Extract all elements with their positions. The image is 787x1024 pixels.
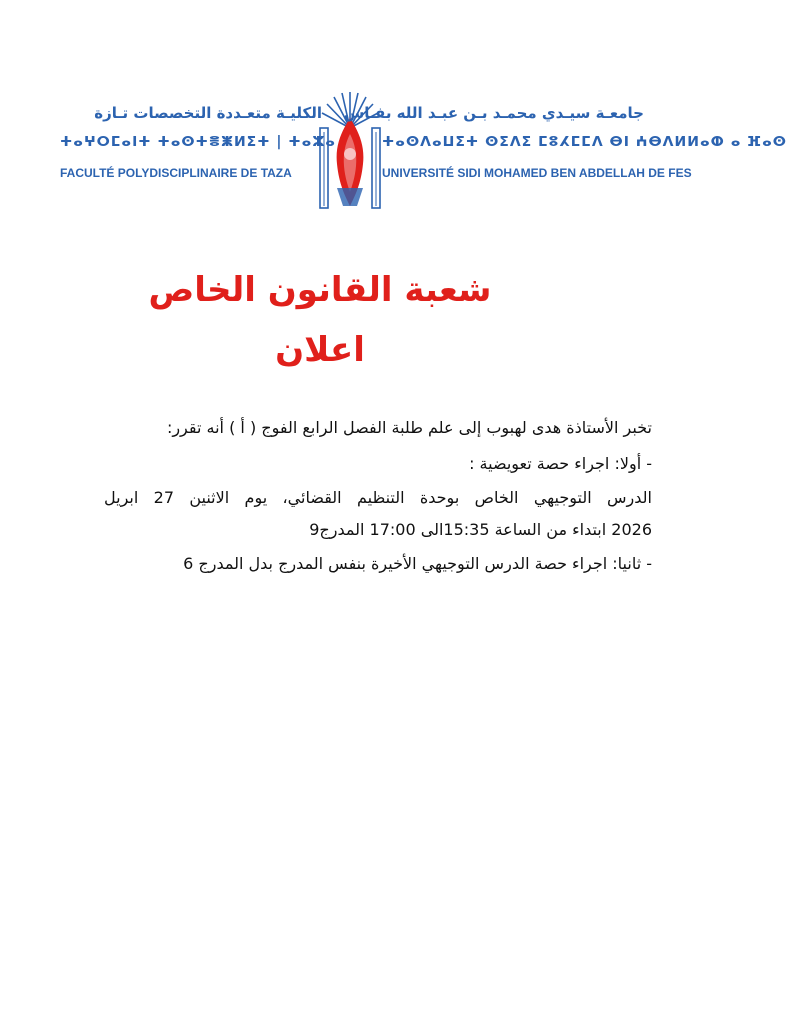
first-item-heading: - أولا: اجراء حصة تعويضية : bbox=[469, 454, 652, 473]
university-block bbox=[343, 88, 787, 182]
university-name-arabic: جامعـة سيـدي محمـد بـن عبـد الله بفـاس bbox=[343, 104, 644, 122]
faculty-block bbox=[60, 88, 336, 182]
university-name-tifinagh: ⵜⴰⵙⴷⴰⵡⵉⵜ ⵙⵉⴷⵉ ⵎⵓⵃⵎⵎⴷ ⴱⵏ ⵄⴱⴷⵍⵍⴰⵀ ⴰ ⴼⴰⵙ bbox=[382, 134, 787, 150]
faculty-name-arabic: الكليـة متعـددة التخصصات تـازة bbox=[94, 104, 322, 122]
second-item: - ثانيا: اجراء حصة الدرس التوجيهي الأخيرة بنفس المدرج بدل المدرج 6 bbox=[183, 554, 652, 573]
faculty-name-tifinagh: ⵜⴰⵖⵔⵎⴰⵏⵜ ⵜⴰⵙⵜⴻⵥⵍⵉⵜ | ⵜⴰⵣⴰ bbox=[60, 134, 336, 150]
first-item-detail-line-1: الدرس التوجيهي الخاص بوحدة التنظيم القضائي، يوم الاثنين 27 ابريل bbox=[104, 488, 652, 507]
announcement-heading: اعلان bbox=[275, 330, 365, 370]
letterhead bbox=[60, 88, 787, 212]
faculty-name-french: FACULTÉ POLYDISCIPLINAIRE DE TAZA bbox=[60, 166, 292, 180]
announcement-intro: تخبر الأستاذة هدى لهبوب إلى علم طلبة الفصل الرابع الفوج ( أ ) أنه تقرر: bbox=[166, 418, 652, 437]
university-name-french: UNIVERSITÉ SIDI MOHAMED BEN ABDELLAH DE FES bbox=[382, 166, 692, 180]
first-item-detail-line-2: 2026 ابتداء من الساعة 15:35الى 17:00 المدرج9 bbox=[309, 520, 652, 539]
department-title: شعبة القانون الخاص bbox=[148, 270, 492, 310]
